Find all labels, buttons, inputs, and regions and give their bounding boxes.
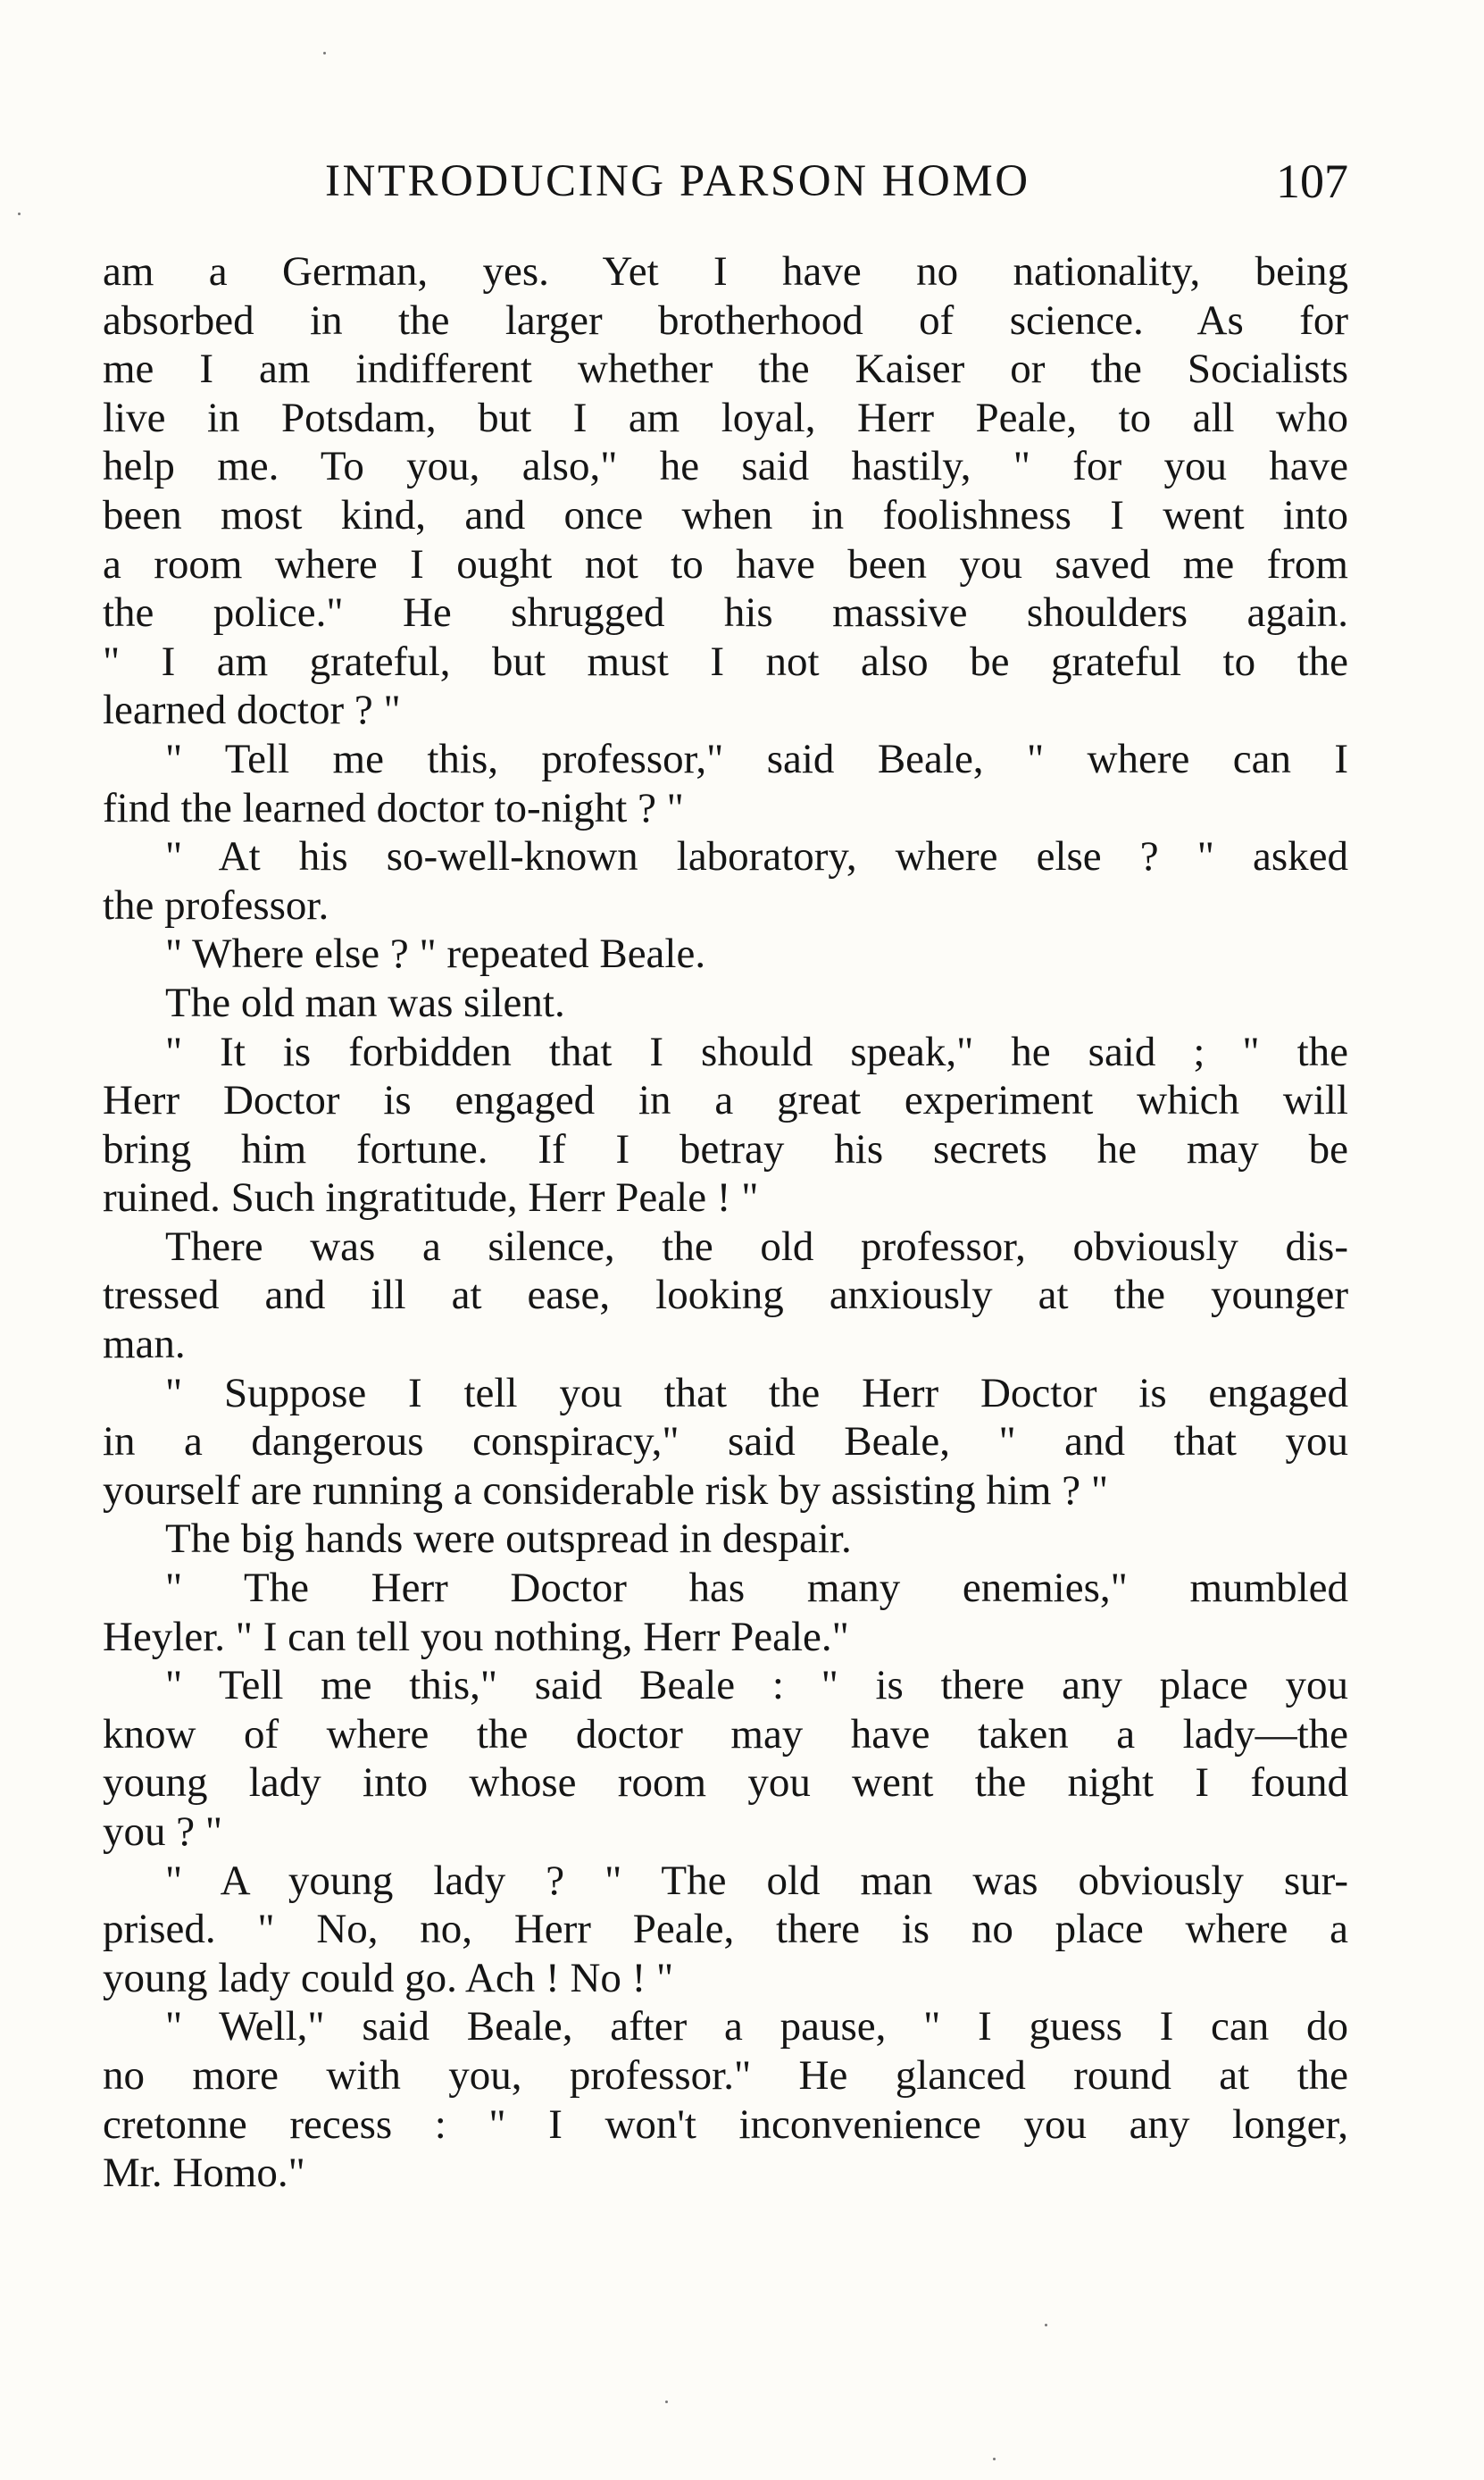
- paper-speck: [18, 213, 21, 215]
- text-line: cretonne recess : " I won't inconvenience you any longer,: [103, 2100, 1348, 2148]
- text-line: The big hands were outspread in despair.: [165, 1516, 852, 1563]
- paper-speck: [665, 2401, 668, 2403]
- text-line: Heyler. " I can tell you nothing, Herr Peale.": [103, 1613, 849, 1660]
- text-line: " Tell me this, professor," said Beale, " where can I: [165, 735, 1348, 782]
- text-line: young lady could go. Ach ! No ! ": [103, 1954, 674, 2001]
- body-text: [103, 247, 1348, 2198]
- text-line: yourself are running a considerable risk by assisting him ? ": [103, 1466, 1109, 1514]
- text-line: There was a silence, the old professor, obviously dis-: [165, 1223, 1348, 1270]
- text-line: " It is forbidden that I should speak," he said ; " the: [165, 1028, 1348, 1075]
- paper-speck: [323, 52, 326, 54]
- paper-speck: [993, 2458, 996, 2460]
- text-line: ruined. Such ingratitude, Herr Peale ! ": [103, 1174, 759, 1222]
- text-line: am a German, yes. Yet I have no nationality, being: [103, 248, 1348, 295]
- text-line: The old man was silent.: [165, 979, 565, 1026]
- text-line: you ? ": [103, 1808, 223, 1855]
- text-line: bring him fortune. If I betray his secrets he may be: [103, 1125, 1348, 1173]
- text-line: " Well," said Beale, after a pause, " I guess I can do: [165, 2003, 1348, 2050]
- page-header: [105, 150, 1348, 213]
- text-line: Herr Doctor is engaged in a great experiment which will: [103, 1077, 1348, 1124]
- text-line: absorbed in the larger brotherhood of science. As for: [103, 296, 1348, 344]
- text-line: know of where the doctor may have taken a lady—the: [103, 1710, 1348, 1758]
- text-line: man.: [103, 1321, 186, 1368]
- text-line: me I am indifferent whether the Kaiser or the Socialists: [103, 346, 1348, 393]
- text-line: learned doctor ? ": [103, 687, 401, 734]
- text-line: the professor.: [103, 881, 329, 929]
- text-line: help me. To you, also," he said hastily, " for you have: [103, 443, 1348, 490]
- paper-speck: [1045, 2324, 1047, 2326]
- text-line: find the learned doctor to-night ? ": [103, 784, 684, 831]
- text-line: a room where I ought not to have been you saved me from: [103, 540, 1348, 588]
- text-line: no more with you, professor." He glanced round at the: [103, 2051, 1348, 2099]
- page-number: 107: [1276, 154, 1348, 208]
- text-line: young lady into whose room you went the night I found: [103, 1759, 1348, 1807]
- text-line: prised. " No, no, Herr Peale, there is no place where a: [103, 1906, 1348, 1953]
- text-line: the police." He shrugged his massive shoulders again.: [103, 589, 1348, 637]
- running-title: INTRODUCING PARSON HOMO: [325, 156, 1030, 206]
- text-line: " The Herr Doctor has many enemies," mumbled: [165, 1565, 1348, 1612]
- text-line: " Tell me this," said Beale : " is there any place you: [165, 1662, 1348, 1709]
- text-line: been most kind, and once when in foolishness I went into: [103, 491, 1348, 539]
- text-line: " I am grateful, but must I not also be grateful to the: [103, 638, 1348, 685]
- text-line: tressed and ill at ease, looking anxiously at the younger: [103, 1272, 1348, 1319]
- text-line: live in Potsdam, but I am loyal, Herr Peale, to all who: [103, 394, 1348, 441]
- text-line: " Suppose I tell you that the Herr Doctor is engaged: [165, 1369, 1348, 1416]
- text-line: Mr. Homo.": [103, 2150, 305, 2197]
- text-line: " A young lady ? " The old man was obviously sur-: [165, 1857, 1348, 1904]
- text-line: " Where else ? " repeated Beale.: [165, 931, 706, 978]
- text-line: in a dangerous conspiracy," said Beale, " and that you: [103, 1418, 1348, 1465]
- text-line: " At his so-well-known laboratory, where else ? " asked: [165, 833, 1348, 881]
